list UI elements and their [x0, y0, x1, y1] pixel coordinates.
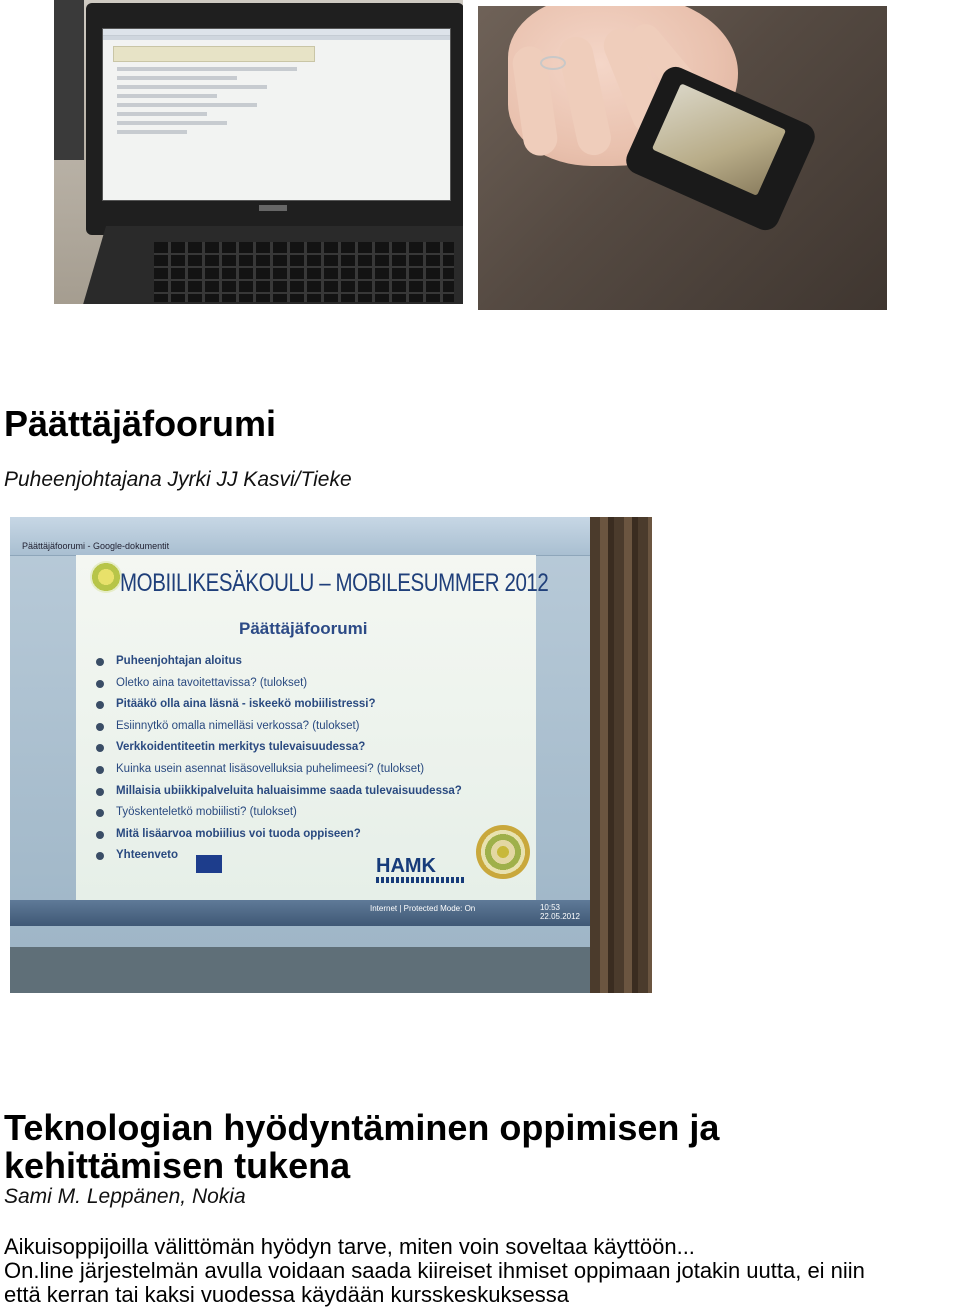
- hamk-logo-subtext: [376, 877, 466, 883]
- agenda-item: Mitä lisäarvoa mobiilius voi tuoda oppiseen?: [96, 824, 462, 846]
- section2-subtitle: Sami M. Leppänen, Nokia: [4, 1185, 246, 1208]
- eu-flag-icon: [196, 855, 222, 873]
- agenda-item: Puheenjohtajan aloitus: [96, 651, 462, 673]
- laptop-screen: [102, 28, 451, 201]
- summer-logo: [90, 561, 122, 593]
- projection-screen: [10, 517, 600, 947]
- slide-title: MOBIILIKESÄKOULU – MOBILESUMMER 2012: [120, 569, 549, 597]
- background-monitor: [54, 0, 84, 160]
- windows-taskbar: [10, 900, 600, 926]
- laptop-keyboard: [154, 242, 454, 302]
- hamk-logo: HAMK: [376, 855, 436, 877]
- browser-tab-title: Päättäjäfoorumi - Google-dokumentit: [22, 541, 170, 551]
- slide-subtitle: Päättäjäfoorumi: [239, 619, 368, 638]
- agenda-item: Verkkoidentiteetin merkitys tulevaisuudessa?: [96, 737, 462, 759]
- curtain: [590, 517, 652, 993]
- rings-logo: [476, 825, 530, 879]
- section2-title-line1: Teknologian hyödyntäminen oppimisen ja: [4, 1107, 720, 1148]
- laptop-logo: [259, 205, 287, 211]
- body-paragraph-line: että kerran tai kaksi vuodessa käydään kursskeskuksessa: [4, 1282, 569, 1307]
- agenda-item: Kuinka usein asennat lisäsovelluksia puhelimeesi? (tulokset): [96, 759, 462, 781]
- body-paragraph-line: Aikuisoppijoilla välittömän hyödyn tarve, miten voin soveltaa käyttöön...: [4, 1234, 695, 1259]
- agenda-item: Millaisia ubiikkipalveluita haluaisimme saada tulevaisuudessa?: [96, 781, 462, 803]
- phone-photo: [478, 6, 887, 310]
- slide-agenda: [96, 651, 462, 867]
- browser-status: Internet | Protected Mode: On: [370, 904, 476, 913]
- phone-screen: [652, 83, 786, 196]
- ring: [540, 56, 566, 70]
- section2-title-line2: kehittämisen tukena: [4, 1145, 351, 1186]
- agenda-item: Oletko aina tavoitettavissa? (tulokset): [96, 673, 462, 695]
- section1-subtitle: Puheenjohtajana Jyrki JJ Kasvi/Tieke: [4, 468, 352, 491]
- browser-toolbar: [10, 517, 600, 556]
- agenda-item: Työskenteletkö mobiilisti? (tulokset): [96, 802, 462, 824]
- body-paragraph-line: On.line järjestelmän avulla voidaan saada kiireiset ihmiset oppimaan jotakin uutta, ei niin: [4, 1258, 865, 1283]
- projected-slide-photo: [10, 517, 652, 993]
- agenda-item: Esiinnytkö omalla nimelläsi verkossa? (tulokset): [96, 716, 462, 738]
- taskbar-clock: 10:53 22.05.2012: [539, 903, 580, 921]
- agenda-item: Yhteenveto: [96, 845, 462, 867]
- slide: [76, 555, 549, 900]
- laptop-photo: [54, 0, 463, 304]
- section1-title: Päättäjäfoorumi: [4, 403, 277, 444]
- agenda-item: Pitääkö olla aina läsnä - iskeekö mobiilistressi?: [96, 694, 462, 716]
